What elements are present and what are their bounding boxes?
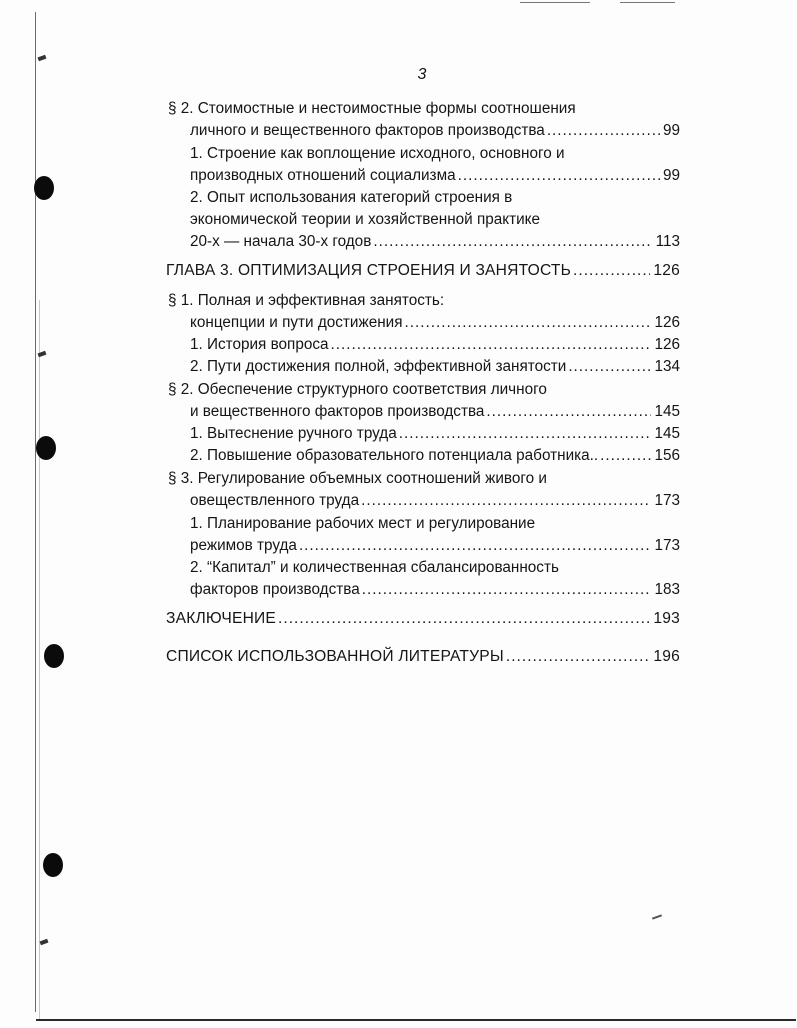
- toc-entry-text: § 2. Обеспечение структурного соответствия личного: [168, 381, 547, 398]
- toc-entry-text: 2. “Капитал” и количественная сбалансированность: [190, 559, 559, 576]
- toc-entry: [190, 356, 680, 378]
- toc-page-number: 193: [653, 610, 680, 627]
- dot-leader: [573, 260, 650, 282]
- toc-entry-text: производных отношений социализма: [190, 167, 456, 184]
- toc-entry-text: § 1. Полная и эффективная занятость:: [168, 292, 445, 309]
- toc-entry: [190, 120, 680, 142]
- toc-page-number: 99: [662, 167, 680, 184]
- toc-page-number: 126: [653, 262, 680, 279]
- toc-entry-text: факторов производства: [190, 581, 360, 598]
- toc-entry-text: экономической теории и хозяйственной практике: [190, 211, 541, 228]
- toc-entry: [190, 423, 680, 445]
- toc-page-number: 113: [655, 233, 680, 250]
- dot-leader: [362, 579, 652, 601]
- dot-leader: [361, 490, 651, 512]
- toc-heading-line: [168, 379, 547, 401]
- toc-entry: [190, 490, 680, 512]
- toc-heading-line: [190, 557, 559, 579]
- toc-entry-text: и вещественного факторов производства: [190, 403, 485, 420]
- toc-entry-text: 20-х — начала 30-х годов: [190, 233, 372, 250]
- dot-leader: [600, 445, 651, 467]
- toc-page-number: 183: [654, 581, 680, 598]
- dot-leader: [568, 356, 651, 378]
- toc-heading-line: [168, 468, 547, 490]
- toc-page-number: 134: [654, 358, 680, 375]
- toc-entry-text: ГЛАВА 3. ОПТИМИЗАЦИЯ СТРОЕНИЯ И ЗАНЯТОСТЬ: [166, 262, 572, 279]
- dot-leader: [399, 423, 652, 445]
- toc-entry-text: режимов труда: [190, 537, 297, 554]
- toc-entry-text: § 3. Регулирование объемных соотношений живого и: [168, 470, 547, 487]
- toc-entry-text: 1. Вытеснение ручного труда: [190, 425, 397, 442]
- toc-page-number: 196: [653, 648, 680, 665]
- toc-page-number: 173: [654, 492, 680, 509]
- toc-chapter-entry: [166, 260, 680, 282]
- dot-leader: [547, 120, 660, 142]
- toc-heading-line: [168, 290, 444, 312]
- toc-heading-line: [190, 143, 565, 165]
- toc-entry-text: ЗАКЛЮЧЕНИЕ: [166, 610, 277, 627]
- dot-leader: [278, 608, 650, 630]
- dot-leader: [486, 401, 651, 423]
- toc-entry-text: овеществленного труда: [190, 492, 360, 509]
- toc-entry-text: личного и вещественного факторов производства: [190, 122, 545, 139]
- toc-heading-line: [190, 187, 512, 209]
- toc-page-number: 99: [662, 122, 680, 139]
- toc-entry: [190, 445, 680, 467]
- toc-heading-line: [168, 98, 576, 120]
- toc-entry-text: 1. Строение как воплощение исходного, основного и: [190, 145, 565, 162]
- toc-entry-text: 2. Пути достижения полной, эффективной занятости: [190, 358, 567, 375]
- toc-entry: [190, 579, 680, 601]
- toc-chapter-entry: [166, 608, 680, 630]
- dot-leader: [331, 334, 652, 356]
- toc-chapter-entry: [166, 646, 680, 668]
- toc-heading-line: [190, 209, 540, 231]
- dot-leader: [506, 646, 651, 668]
- toc-page-number: 145: [654, 425, 680, 442]
- toc-entry: [190, 535, 680, 557]
- toc-entry-text: 1. Планирование рабочих мест и регулирование: [190, 515, 536, 532]
- dot-leader: [373, 231, 652, 253]
- toc-entry: [190, 165, 680, 187]
- toc-entry-text: СПИСОК ИСПОЛЬЗОВАННОЙ ЛИТЕРАТУРЫ: [166, 648, 504, 665]
- toc-page-number: 126: [654, 314, 680, 331]
- dot-leader: [404, 312, 651, 334]
- toc-page-number: 126: [654, 336, 680, 353]
- dot-leader: [299, 535, 652, 557]
- toc-entry: [190, 231, 680, 253]
- toc-entry: [190, 312, 680, 334]
- toc-entry-text: концепции и пути достижения: [190, 314, 403, 331]
- toc-page-number: 173: [654, 537, 680, 554]
- toc-entry-text: 2. Повышение образовательного потенциала работника..: [190, 447, 599, 464]
- toc-entry: [190, 401, 680, 423]
- toc-entry-text: 1. История вопроса: [190, 336, 329, 353]
- toc-heading-line: [190, 513, 535, 535]
- toc-entry-text: 2. Опыт использования категорий строения в: [190, 189, 513, 206]
- toc-entry-text: § 2. Стоимостные и нестоимостные формы соотношения: [168, 100, 576, 117]
- toc-page-number: 145: [654, 403, 680, 420]
- dot-leader: [458, 165, 660, 187]
- toc-entry: [190, 334, 680, 356]
- toc-page-number: 156: [654, 447, 680, 464]
- page-number: 3: [417, 66, 427, 83]
